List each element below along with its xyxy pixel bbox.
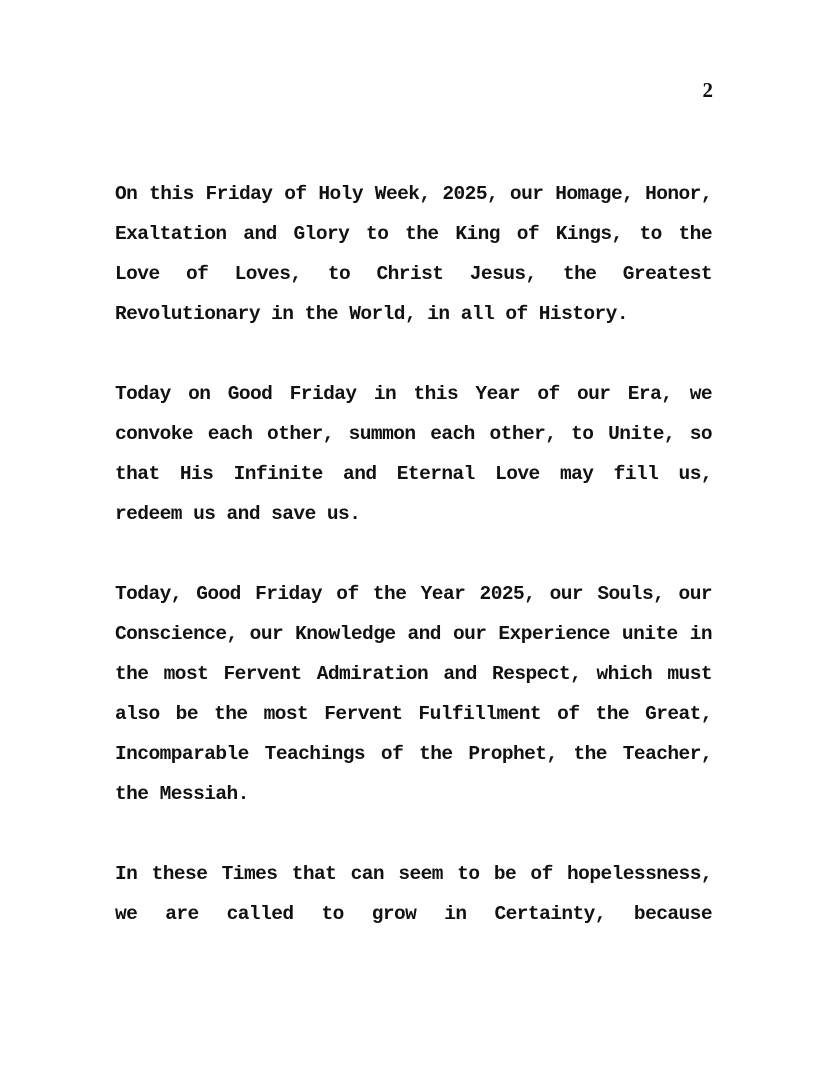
paragraph-4: In these Times that can seem to be of hopelessness, we are called to grow in Certainty, because xyxy=(115,863,712,925)
body-text xyxy=(115,174,712,974)
paragraph-3: Today, Good Friday of the Year 2025, our Souls, our Conscience, our Knowledge and our Experience unite in the most Fervent Admiration and Respect, which must also be the most Fervent Fulfillment of the Great, Incomparable Teachings of the Prophet, the Teacher, the Messiah. xyxy=(115,583,712,805)
paragraph-1: On this Friday of Holy Week, 2025, our Homage, Honor, Exaltation and Glory to the King of Kings, to the Love of Loves, to Christ Jesus, the Greatest Revolutionary in the World, in all of History. xyxy=(115,183,712,325)
paragraph-2: Today on Good Friday in this Year of our Era, we convoke each other, summon each other, to Unite, so that His Infinite and Eternal Love may fill us, redeem us and save us. xyxy=(115,383,712,525)
page-number: 2 xyxy=(702,78,713,102)
